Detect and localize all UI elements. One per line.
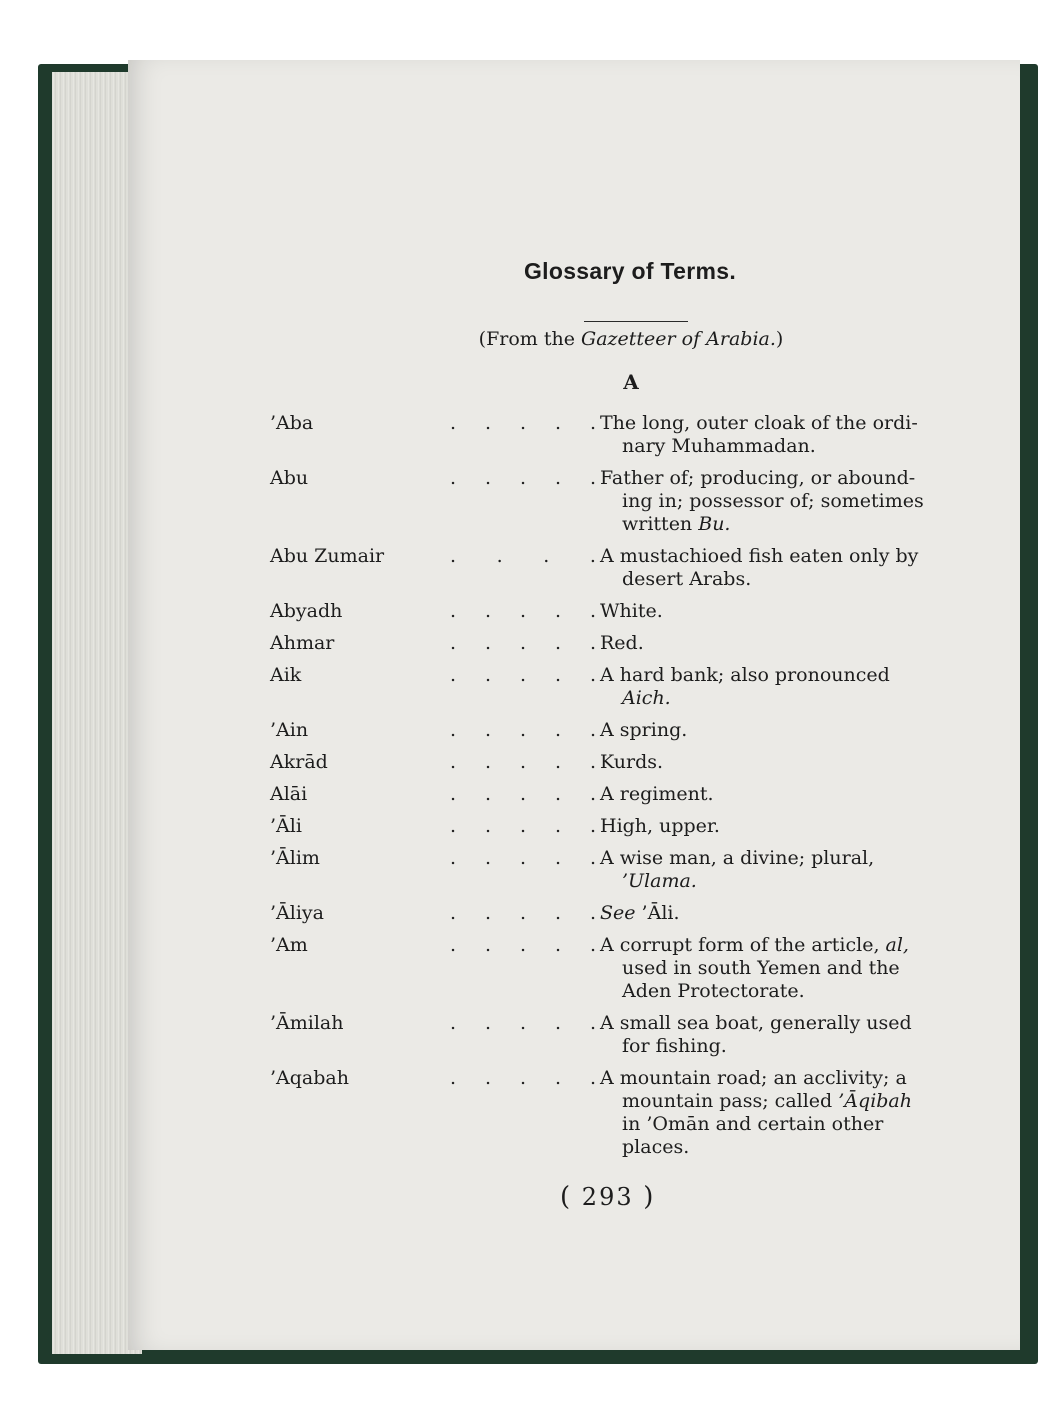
entry-term: ’Āli [270, 815, 302, 837]
glossary-entry [270, 600, 970, 623]
leader-dots: . . . . . [450, 783, 596, 805]
entry-definition: A wise man, a divine; plural, ’Ulama. [600, 847, 875, 892]
title-rule [584, 321, 688, 322]
glossary-entry [270, 1067, 970, 1159]
entry-term: ’Ālim [270, 847, 320, 869]
glossary-entry [270, 934, 970, 1003]
leader-dots: . . . . . [450, 719, 596, 741]
entry-term: Abyadh [270, 600, 343, 622]
leader-dots: . . . . . [450, 902, 596, 924]
leader-dots: . . . . . [450, 751, 596, 773]
page-subtitle [292, 328, 970, 350]
entry-definition: Red. [600, 632, 644, 654]
glossary-entry [270, 751, 970, 774]
entry-term: Aik [270, 664, 302, 686]
glossary-entry [270, 847, 970, 893]
entry-definition: Father of; producing, or abound- ing in; possessor of; sometimes written Bu. [600, 467, 924, 535]
subtitle-suffix: ) [775, 328, 784, 350]
glossary-entry [270, 545, 970, 591]
leader-dots: . . . . [450, 545, 596, 567]
leader-dots: . . . . . [450, 467, 596, 489]
leader-dots: . . . . . [450, 632, 596, 654]
page-number-value: 293 [581, 1183, 634, 1211]
entry-term: ’Am [270, 934, 308, 956]
entry-term: ’Aqabah [270, 1067, 349, 1089]
entry-term: ’Āmilah [270, 1012, 344, 1034]
entry-definition: Kurds. [600, 751, 664, 773]
leader-dots: . . . . . [450, 600, 596, 622]
glossary-entry [270, 467, 970, 536]
subtitle-source: Gazetteer of Arabia. [581, 328, 776, 350]
section-letter: A [623, 370, 639, 394]
subtitle-prefix: (From the [478, 328, 575, 350]
entry-term: Akrād [270, 751, 328, 773]
page-number: ( 293 ) [560, 1182, 656, 1212]
leader-dots: . . . . . [450, 1012, 596, 1034]
glossary-entry [270, 783, 970, 806]
entry-term: ’Āliya [270, 902, 324, 924]
leader-dots: . . . . . [450, 934, 596, 956]
entry-definition: A regiment. [600, 783, 714, 805]
entry-definition: A corrupt form of the article, al, used in south Yemen and the Aden Protectorate. [600, 934, 909, 1002]
page-title: Glossary of Terms. [523, 258, 737, 284]
entry-term: Alāi [270, 783, 308, 805]
entry-term: Abu Zumair [270, 545, 385, 567]
entry-term: ’Aba [270, 412, 314, 434]
glossary-entry [270, 815, 970, 838]
leader-dots: . . . . . [450, 412, 596, 434]
entry-definition: A spring. [600, 719, 688, 741]
entry-definition: The long, outer cloak of the ordi- nary Muhammadan. [600, 412, 918, 457]
glossary-entry [270, 719, 970, 742]
entry-term: Abu [270, 467, 309, 489]
leader-dots: . . . . . [450, 1067, 596, 1089]
leader-dots: . . . . . [450, 847, 596, 869]
entry-definition: A hard bank; also pronounced Aich. [600, 664, 890, 709]
leader-dots: . . . . . [450, 815, 596, 837]
glossary-entry [270, 632, 970, 655]
glossary-list [270, 412, 970, 1159]
glossary-entry [270, 412, 970, 458]
entry-term: ’Ain [270, 719, 309, 741]
entry-definition: White. [600, 600, 663, 622]
entry-definition: High, upper. [600, 815, 720, 837]
glossary-entry [270, 664, 970, 710]
entry-definition: A mustachioed fish eaten only by desert Arabs. [600, 545, 919, 590]
glossary-entry [270, 1012, 970, 1058]
glossary-entry [270, 902, 970, 925]
entry-definition: A small sea boat, generally used for fishing. [600, 1012, 912, 1057]
entry-definition: A mountain road; an acclivity; a mountain pass; called ’Āqibah in ’Omān and certain other places. [600, 1067, 912, 1158]
glossary-content [270, 258, 970, 1168]
entry-definition: See ’Āli. [600, 902, 680, 924]
entry-term: Ahmar [270, 632, 335, 654]
leader-dots: . . . . . [450, 664, 596, 686]
